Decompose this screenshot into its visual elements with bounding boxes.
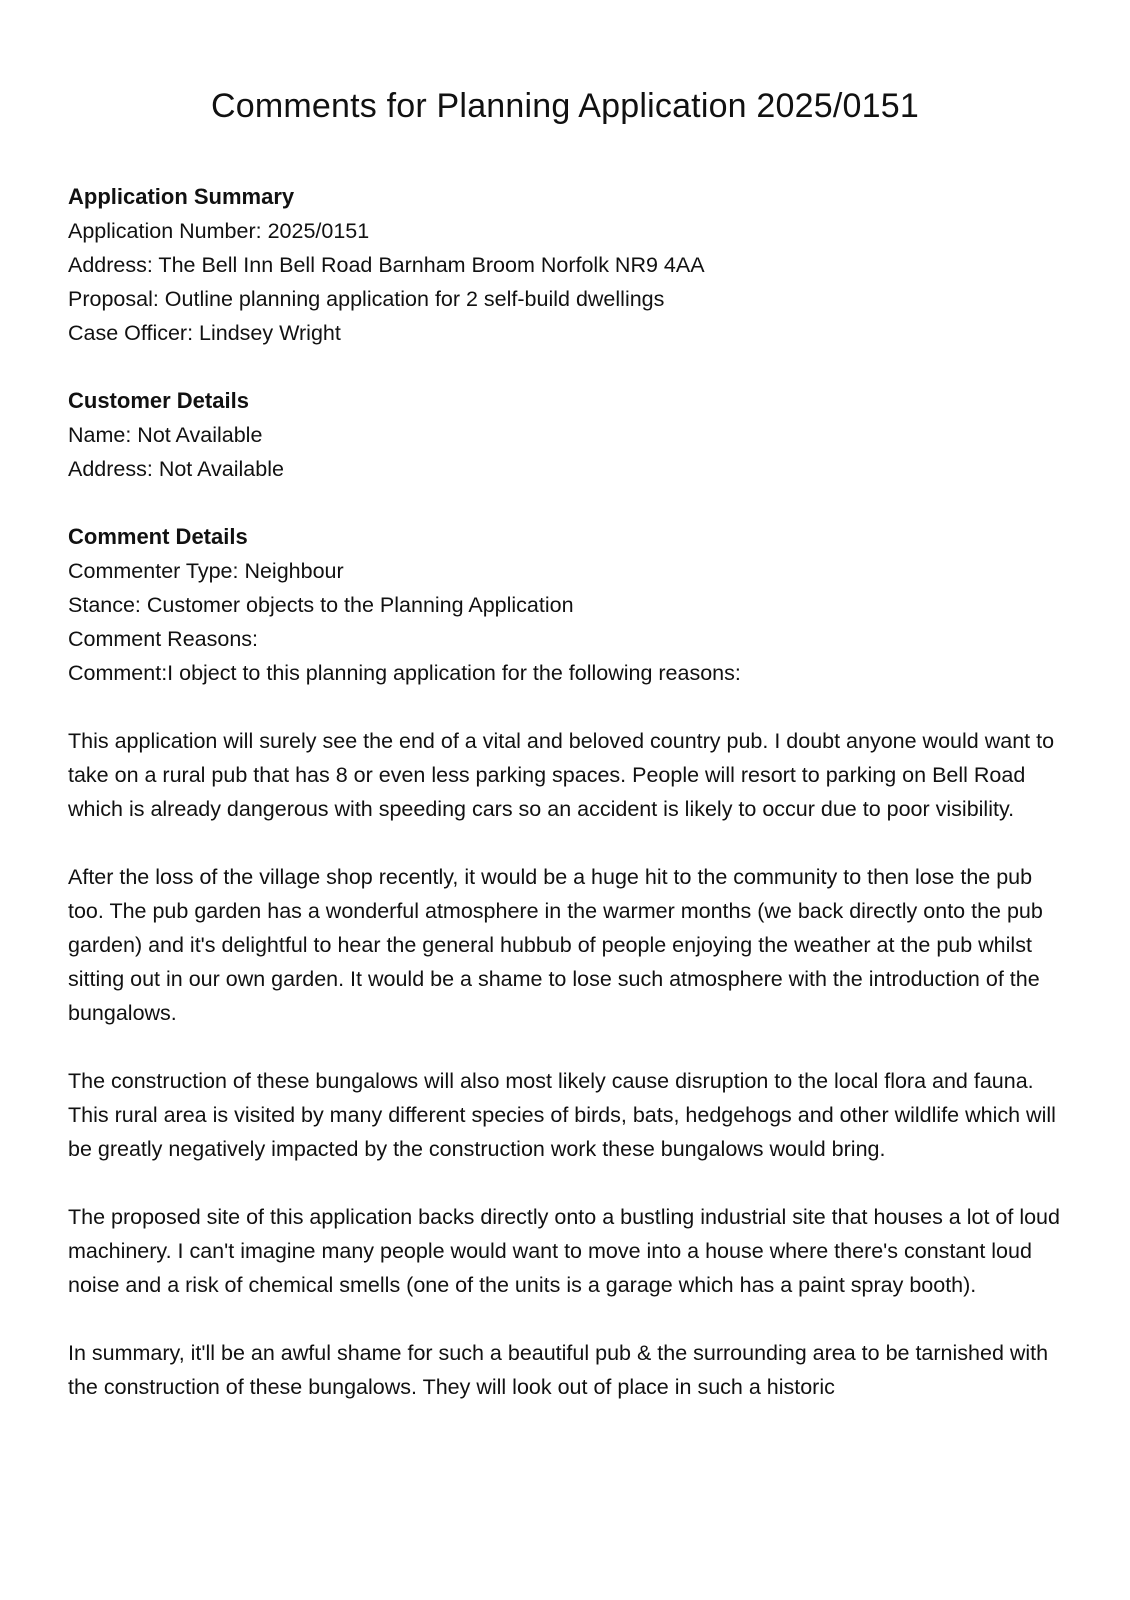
comment-reasons: Comment Reasons: [68,627,258,651]
customer-address: Address: Not Available [68,457,284,481]
document-body [68,180,1068,1438]
application-address: Address: The Bell Inn Bell Road Barnham Broom Norfolk NR9 4AA [68,253,705,277]
comment-body [68,724,1068,1404]
comment-paragraph: The construction of these bungalows will also most likely cause disruption to the local flora and fauna. This rural area is visited by many different species of birds, bats, hedgehogs and other wildlife which will be greatly negatively impacted by the construction work these bungalows would bring. [68,1069,1056,1161]
commenter-type: Commenter Type: Neighbour [68,559,344,583]
comment-paragraph: This application will surely see the end of a vital and beloved country pub. I doubt anyone would want to take on a rural pub that has 8 or even less parking spaces. People will resort to parking on Bell Road which is already dangerous with speeding cars so an accident is likely to occur due to poor visibility. [68,729,1055,821]
page-title: Comments for Planning Application 2025/0151 [211,87,919,125]
comment-paragraph: The proposed site of this application backs directly onto a bustling industrial site that houses a lot of loud machinery. I can't imagine many people would want to move into a house where there's constant loud noise and a risk of chemical smells (one of the units is a garage which has a paint spray booth). [68,1205,1060,1297]
application-summary-section [68,180,1068,350]
case-officer: Case Officer: Lindsey Wright [68,321,341,345]
application-number: Application Number: 2025/0151 [68,219,370,243]
customer-details-section [68,384,1068,486]
application-summary-heading: Application Summary [68,184,295,209]
stance: Stance: Customer objects to the Planning Application [68,593,574,617]
comment-paragraph: After the loss of the village shop recently, it would be a huge hit to the community to then lose the pub too. The pub garden has a wonderful atmosphere in the warmer months (we back directly onto the pub garden) and it's delightful to hear the general hubbub of people enjoying the weather at the pub whilst sitting out in our own garden. It would be a shame to lose such atmosphere with the introduction of the bungalows. [68,865,1043,1025]
application-proposal: Proposal: Outline planning application for 2 self-build dwellings [68,287,665,311]
comment-details-heading: Comment Details [68,524,248,549]
comment-paragraph: In summary, it'll be an awful shame for such a beautiful pub & the surrounding area to be tarnished with the construction of these bungalows. They will look out of place in such a historic [68,1341,1049,1399]
customer-name: Name: Not Available [68,423,263,447]
comment-details-section [68,520,1068,690]
customer-details-heading: Customer Details [68,388,249,413]
comment-intro: Comment:I object to this planning application for the following reasons: [68,661,741,685]
